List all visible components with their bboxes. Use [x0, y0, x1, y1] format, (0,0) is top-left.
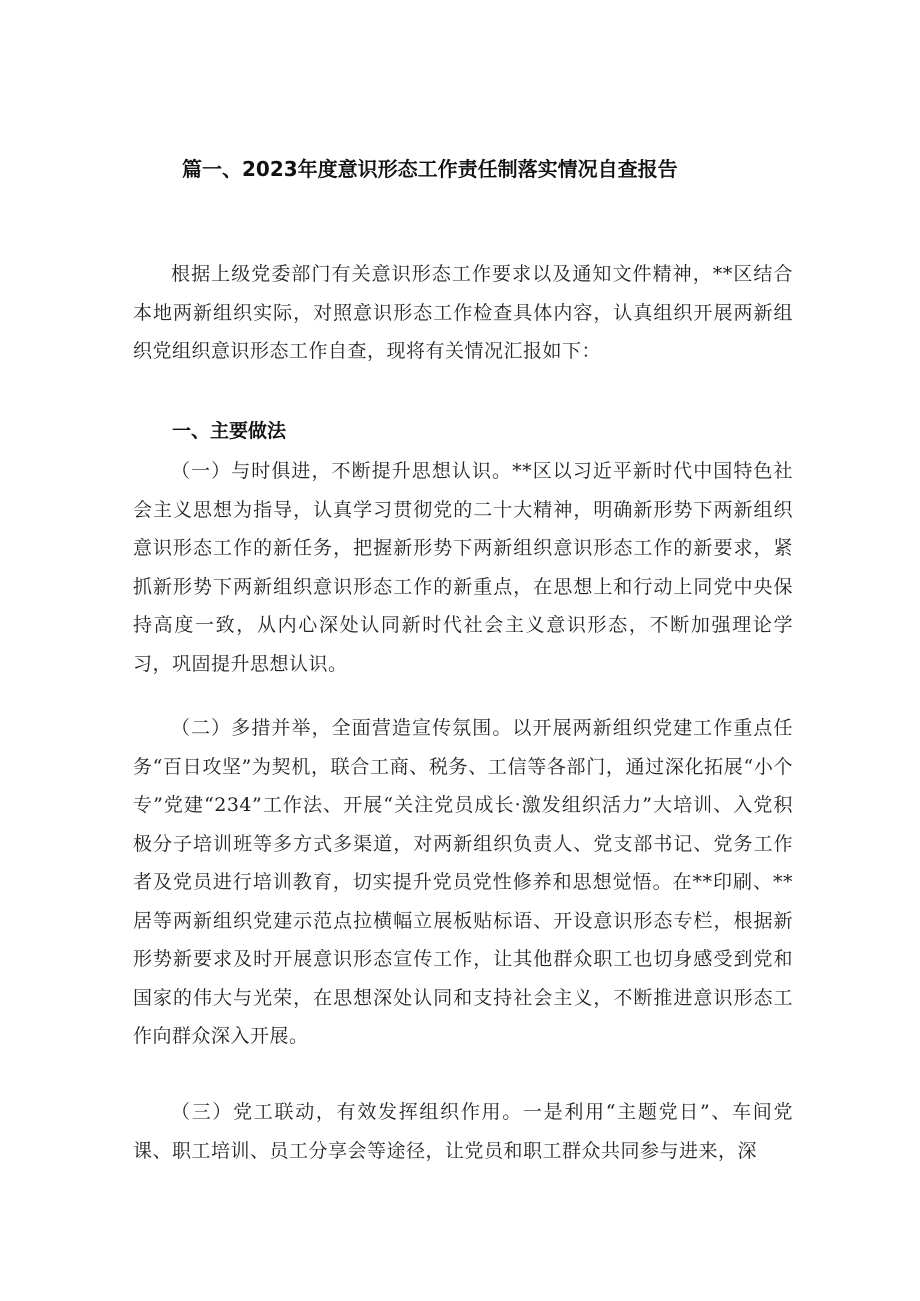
paragraph-3: （三）党工联动，有效发挥组织作用。一是利用“主题党日”、车间党课、职工培训、员工分享会等途径，让党员和职工群众共同参与进来，深	[133, 1101, 793, 1162]
intro-paragraph: 根据上级党委部门有关意识形态工作要求以及通知文件精神，**区结合本地两新组织实际，对照意识形态工作检查具体内容，认真组织开展两新组织党组织意识形态工作自查，现将有关情况汇报如下：	[133, 263, 793, 362]
document-title: 篇一、2023年度意识形态工作责任制落实情况自查报告	[182, 157, 678, 181]
section-heading: 一、主要做法	[172, 420, 287, 442]
paragraph-1: （一）与时俱进，不断提升思想认识。**区以习近平新时代中国特色社会主义思想为指导，认真学习贯彻党的二十大精神，明确新形势下两新组织意识形态工作的新任务，把握新形势下两新组织意识形态工作的新要求，紧抓新形势下两新组织意识形态工作的新重点，在思想上和行动上同党中央保持高度一致，从内心深处认同新时代社会主义意识形态，不断加强理论学习，巩固提升思想认识。	[133, 460, 793, 675]
paragraph-2: （二）多措并举，全面营造宣传氛围。以开展两新组织党建工作重点任务“百日攻坚”为契机，联合工商、税务、工信等各部门，通过深化拓展“小个专”党建“234”工作法、开展“关注党员成长·激发组织活力”大培训、入党积极分子培训班等多方式多渠道，对两新组织负责人、党支部书记、党务工作者及党员进行培训教育，切实提升党员党性修养和思想觉悟。在**印刷、**居等两新组织党建示范点拉横幅立展板贴标语、开设意识形态专栏，根据新形势新要求及时开展意识形态宣传工作，让其他群众职工也切身感受到党和国家的伟大与光荣，在思想深处认同和支持社会主义，不断推进意识形态工作向群众深入开展。	[133, 717, 793, 1047]
